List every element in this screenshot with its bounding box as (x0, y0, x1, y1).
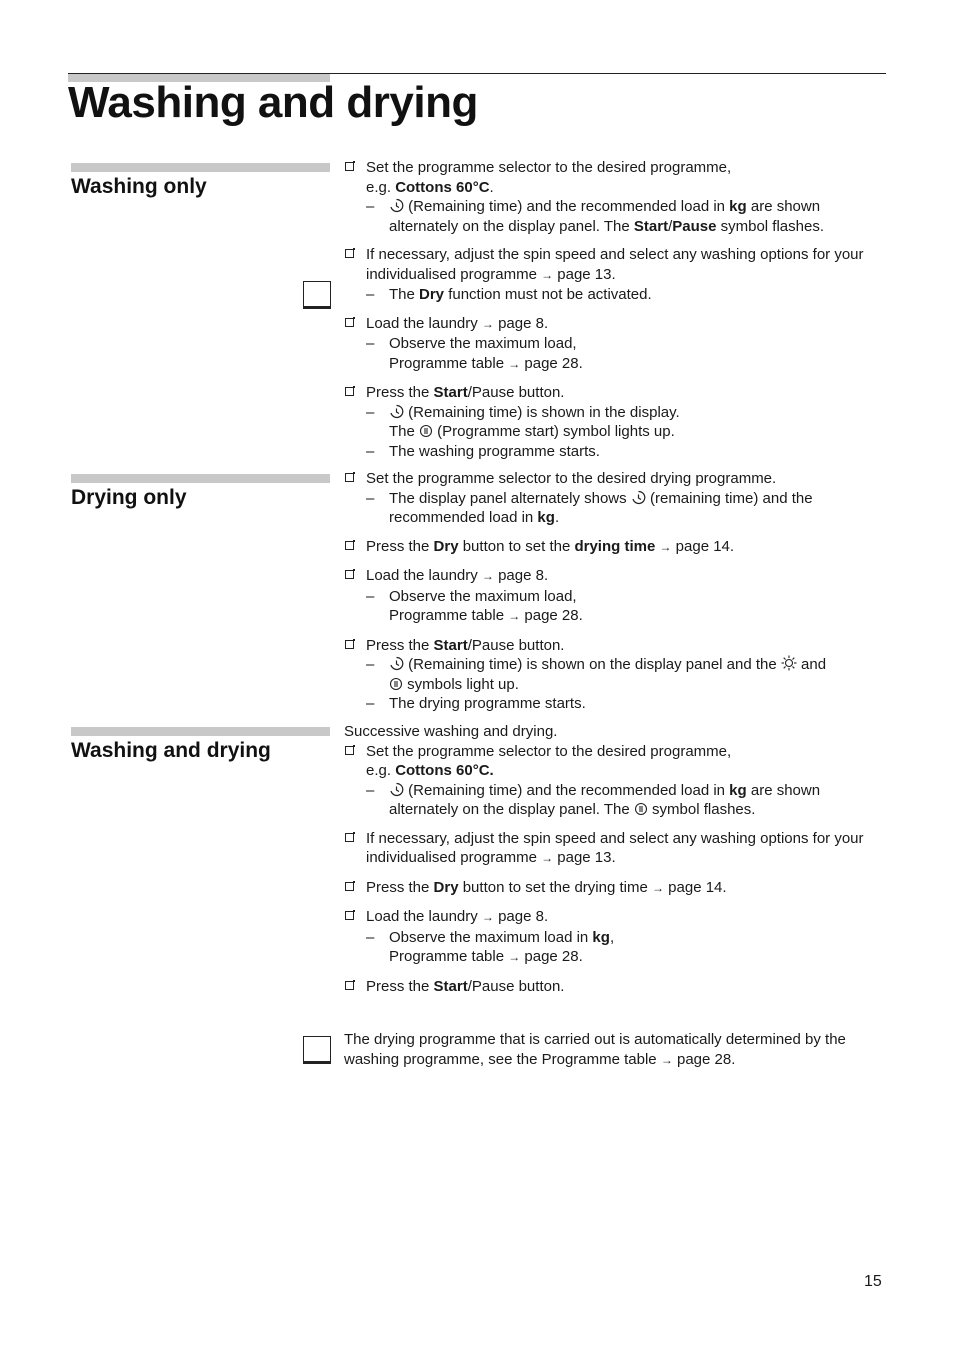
clock-icon (389, 404, 404, 421)
section-title-washing-and-drying: Washing and drying (71, 739, 271, 762)
arrow-icon: → (508, 356, 521, 371)
page-title: Washing and drying (68, 78, 478, 127)
arrow-icon: → (659, 539, 672, 554)
step: Press the Start/Pause button. – (Remaining time) is shown on the display panel and the and symbols light up. – The drying programme starts. (344, 636, 884, 714)
page-number: 15 (864, 1273, 882, 1290)
note-icon (303, 281, 331, 309)
step: Load the laundry → page 8. – Observe the maximum load, Programme table → page 28. (344, 314, 884, 375)
clock-icon (631, 490, 646, 507)
arrow-icon: → (508, 950, 521, 964)
sub-step: – (Remaining time) and the recommended load in kg are shown alternately on the display panel. The symbol flashes. (366, 781, 884, 820)
sub-step: – The washing programme starts. (366, 442, 884, 462)
sub-step: – (Remaining time) and the recommended load in kg are shown alternately on the display panel. The Start/Pause symbol flashes. (366, 197, 884, 236)
section-title-washing-only: Washing only (71, 175, 207, 198)
arrow-icon: → (481, 316, 494, 331)
sub-step: – Observe the maximum load, Programme table → page 28. (366, 334, 884, 374)
sub-step: – (Remaining time) is shown on the display panel and the and symbols light up. (366, 655, 884, 694)
drying-only-steps (344, 469, 884, 723)
step: Press the Dry button to set the drying time → page 14. (344, 537, 884, 558)
arrow-icon: → (541, 267, 554, 282)
sub-step: – (Remaining time) is shown in the display. The (Programme start) symbol lights up. (366, 403, 884, 442)
clock-icon (389, 782, 404, 799)
arrow-icon: → (481, 910, 494, 924)
step: Press the Start/Pause button. (344, 977, 884, 997)
arrow-icon: → (508, 609, 521, 623)
clock-icon (389, 198, 404, 215)
start-icon (419, 423, 433, 440)
step: Press the Start/Pause button. – (Remaining time) is shown in the display. The (Programme start) symbol lights up. – The washing programme starts. (344, 383, 884, 461)
sub-step: – Observe the maximum load in kg, Programme table → page 28. (366, 928, 884, 968)
arrow-icon: → (541, 851, 554, 865)
sub-step: – The Dry function must not be activated. (366, 285, 884, 305)
arrow-icon: → (652, 880, 664, 895)
step: Load the laundry → page 8. – Observe the maximum load in kg, Programme table → page 28. (344, 907, 884, 968)
sub-step: – The display panel alternately shows (remaining time) and the recommended load in kg. (366, 489, 884, 528)
note-icon (303, 1036, 331, 1064)
step: Set the programme selector to the desired programme, e.g. Cottons 60°C. – (Remaining time) and the recommended load in kg are shown alternately on the display panel. The symbol flashes. (344, 742, 884, 820)
section-title-drying-only: Drying only (71, 486, 187, 509)
sun-icon (781, 656, 797, 673)
step: Load the laundry → page 8. – Observe the maximum load, Programme table → page 28. (344, 566, 884, 627)
step: Press the Dry button to set the drying time → page 14. (344, 878, 884, 899)
section-bar (71, 163, 330, 172)
start-icon (389, 676, 403, 693)
title-rule (68, 73, 886, 74)
step: If necessary, adjust the spin speed and select any washing options for your individualised programme → page 13. (344, 829, 884, 869)
start-icon (634, 801, 648, 818)
arrow-icon: → (660, 1052, 673, 1067)
sub-step: – Observe the maximum load, Programme table → page 28. (366, 587, 884, 627)
intro-text: Successive washing and drying. (344, 723, 558, 740)
clock-icon (389, 656, 404, 673)
section-bar (71, 727, 330, 736)
step: If necessary, adjust the spin speed and select any washing options for your individualised programme → page 13. – The Dry function must not be activated. (344, 245, 884, 305)
sub-step: – The drying programme starts. (366, 694, 884, 714)
note-text: The drying programme that is carried out is automatically determined by the washing programme, see the Programme table → page 28. (344, 1031, 846, 1068)
washing-and-drying-steps (344, 722, 884, 1005)
step: Set the programme selector to the desired programme, e.g. Cottons 60°C. – (Remaining time) and the recommended load in kg are shown alternately on the display panel. The Start/Pause symbol flashes. (344, 158, 884, 236)
step: Set the programme selector to the desired drying programme. – The display panel alternately shows (remaining time) and the recommended load in kg. (344, 469, 884, 528)
washing-only-steps (344, 158, 884, 470)
section-bar (71, 474, 330, 483)
arrow-icon: → (481, 569, 494, 583)
